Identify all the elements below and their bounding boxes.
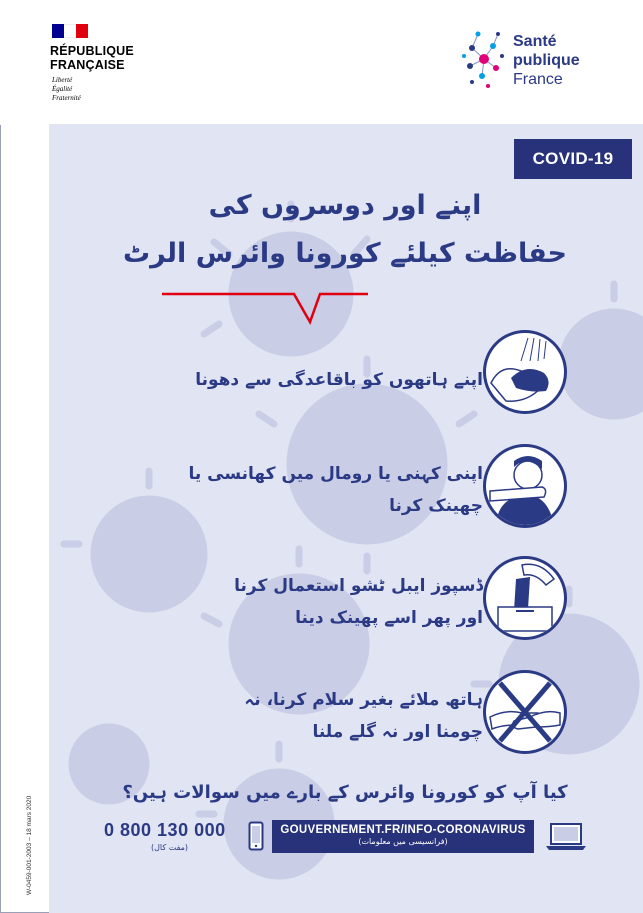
advice-handwashing: اپنے ہاتھوں کو باقاعدگی سے دھونا — [195, 370, 483, 390]
mobile-phone-icon — [248, 821, 264, 851]
info-url-link[interactable] — [272, 820, 534, 853]
no-handshake-icon — [483, 670, 567, 754]
republic-motto: Liberté Égalité Fraternité — [52, 76, 81, 102]
sante-publique-wordmark: Santé publique France — [513, 33, 580, 88]
phone-free-note: (مفت کال) — [151, 843, 189, 852]
title-line-1: اپنے اور دوسروں کی — [208, 190, 482, 221]
document-reference: W-0459-001-2003 – 18 mars 2020 — [26, 795, 33, 895]
covid-badge: COVID-19 — [514, 139, 632, 179]
advice-cough-elbow: اپنی کہنی یا رومال میں کھانسی یا چھینک کرنا — [188, 464, 483, 516]
cough-elbow-icon — [483, 444, 567, 528]
republique-francaise-logo: RÉPUBLIQUE FRANÇAISE — [50, 44, 134, 72]
handwashing-icon — [483, 330, 567, 414]
header — [0, 0, 643, 125]
advice-disposable-tissue: ڈسپوز ایبل ٹشو استعمال کرنا اور پھر اسے پھینک دینا — [234, 576, 483, 628]
title-line-2: حفاظت کیلئے کورونا وائرس الرٹ — [122, 238, 567, 269]
sante-publique-logo-icon — [458, 26, 508, 92]
laptop-icon — [545, 822, 587, 852]
french-flag-icon — [52, 24, 88, 38]
info-url[interactable]: GOUVERNEMENT.FR/INFO-CORONAVIRUS — [280, 824, 526, 836]
info-url-note: (فرانسیسی میں معلومات) — [358, 837, 448, 846]
helpline-phone-number[interactable]: 0 800 130 000 — [104, 820, 226, 840]
advice-no-handshake: ہاتھ ملائے بغیر سلام کرنا، نہ چومنا اور نہ گلے ملنا — [244, 690, 483, 742]
helpline-question: کیا آپ کو کورونا وائرس کے بارے میں سوالات ہیں؟ — [122, 782, 568, 803]
tissue-bin-icon — [483, 556, 567, 640]
speech-bubble-icon — [160, 284, 370, 328]
